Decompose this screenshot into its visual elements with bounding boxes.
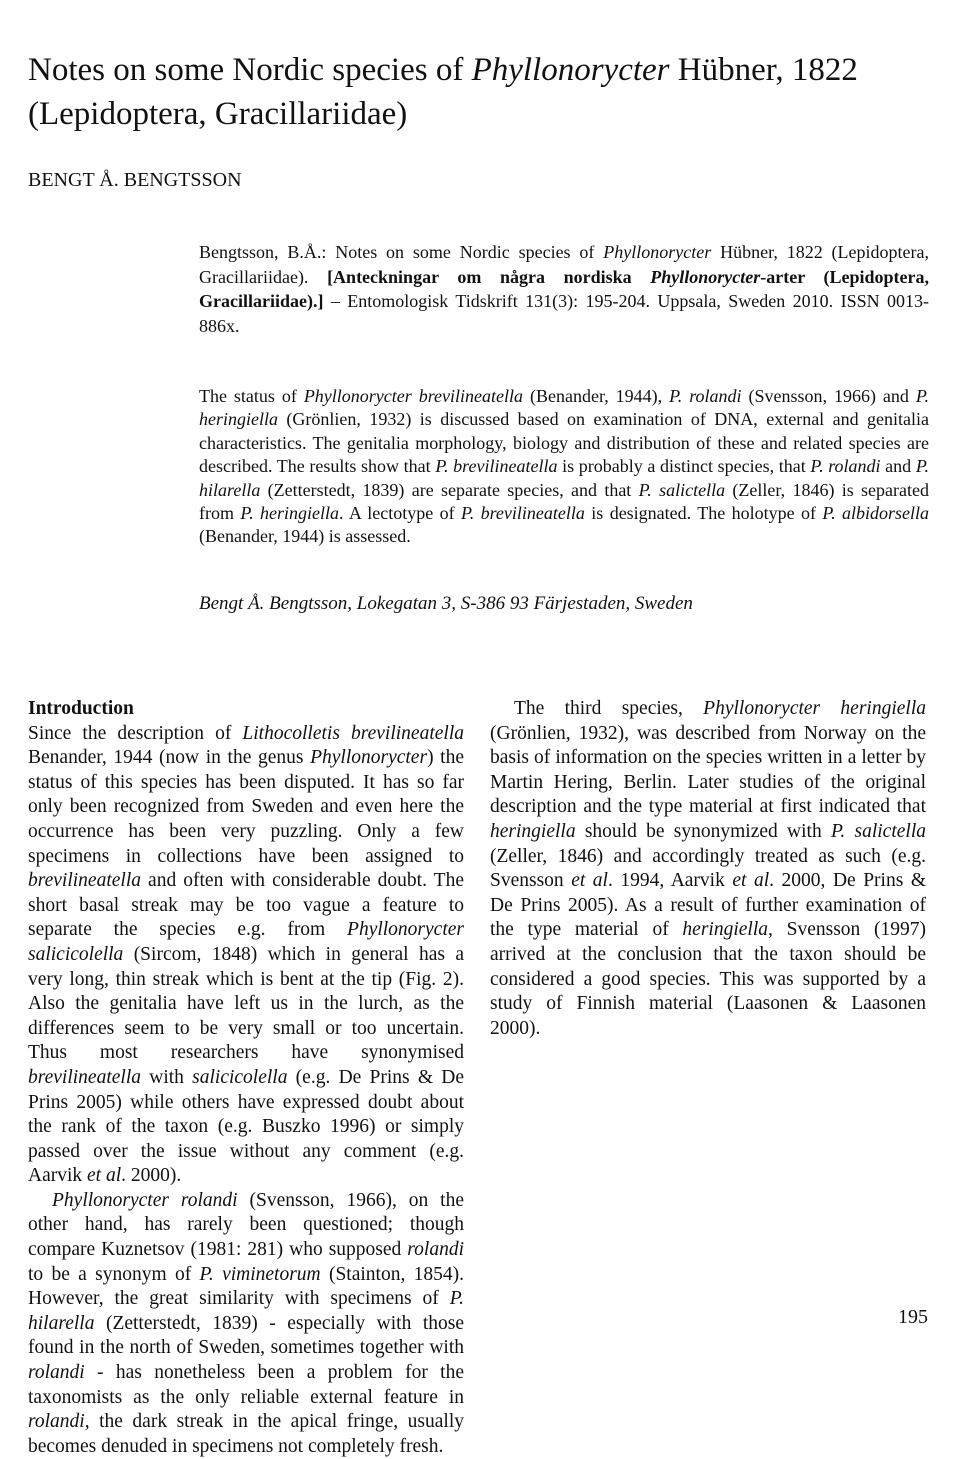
citation-swedish-title-end: -arter (Lepidoptera, Gracillariidae).] xyxy=(199,266,929,311)
paragraph-text: (Sircom, 1848) which in general has a very long, thin streak which is bent at the tip (Fig. 2). Also the genitalia have left us in the lurch, as the differences seem to be very small or too uncertain. Thus most researchers have synonymised xyxy=(28,943,464,1064)
citation-genus: Phyllonorycter xyxy=(603,242,712,262)
species-name: P. viminetorum xyxy=(199,1263,321,1285)
paragraph-1 xyxy=(28,722,464,1189)
abstract-species: P. salictella xyxy=(638,479,726,500)
species-name: Phyllonorycter xyxy=(310,747,428,769)
abstract-species: P. rolandi xyxy=(810,456,881,477)
species-name: heringiella xyxy=(490,820,576,842)
species-name: P. salictella xyxy=(830,820,926,842)
paragraph-text: , Svensson (1997) arrived at the conclusion that the taxon should be considered a good species. This was supported by a study of Finnish material (Laasonen & Laasonen 2000). xyxy=(490,919,926,1039)
paragraph-text: (Grönlien, 1932), was described from Norway on the basis of information on the species written in a letter by Martin Hering, Berlin. Later studies of the original description and the type material at first indicated that xyxy=(490,722,926,818)
paragraph-3 xyxy=(490,697,926,1041)
abstract-species: P. heringiella xyxy=(240,503,339,524)
paragraph-text: (e.g. De Prins & De Prins 2005) while others have expressed doubt about the rank of the taxon (e.g. Buszko 1996) or simply passed over the issue without any comment (e.g. Aarvik xyxy=(28,1066,464,1187)
article-title xyxy=(28,48,928,136)
paragraph-text: (Zetterstedt, 1839) - especially with those found in the north of Sweden, sometimes together with xyxy=(28,1312,464,1359)
citation-text: Bengtsson, B.Å.: Notes on some Nordic species of xyxy=(199,242,604,262)
abstract-text: (Svensson, 1966) and xyxy=(741,386,916,406)
species-name: heringiella xyxy=(682,919,768,941)
citation-text: Hübner, 1822 (Lepidoptera, Gracillariidae). xyxy=(199,242,929,287)
abstract-text: . A lectotype of xyxy=(338,503,462,524)
abstract-species: P. hilarella xyxy=(199,456,930,500)
paragraph-text: . 1994, Aarvik xyxy=(607,870,733,892)
species-name: Phyllonorycter heringiella xyxy=(703,698,926,719)
abstract-species: Phyllonorycter brevilineatella xyxy=(303,386,524,406)
citation xyxy=(199,240,929,338)
paragraph-text: (Svensson, 1966), on the other hand, has rarely been questioned; though compare Kuznetsov (1981: 281) who supposed xyxy=(28,1189,464,1261)
species-name: P. hilarella xyxy=(28,1288,464,1334)
citation-journal: – Entomologisk Tidskrift 131(3): 195-204. Uppsala, Sweden 2010. ISSN 0013-886x. xyxy=(199,291,929,336)
paragraph-text: The third species, xyxy=(514,698,704,719)
paragraph-text: . 2000). xyxy=(121,1165,182,1187)
abstract-species: P. brevilineatella xyxy=(435,456,558,477)
abstract-text: is designated. The holotype of xyxy=(584,503,823,524)
species-name: Lithocolletis brevilineatella xyxy=(242,722,464,744)
abstract xyxy=(199,385,929,549)
citation-swedish-genus: Phyllonorycter xyxy=(650,266,761,287)
species-name: Phyllonorycter rolandi xyxy=(52,1189,238,1211)
paragraph-text: (Zeller, 1846) and accordingly treated as such (e.g. Svensson xyxy=(490,845,926,892)
species-name: brevilineatella xyxy=(28,870,141,892)
paragraph-text: to be a synonym of xyxy=(28,1263,200,1285)
paragraph-text: Benander, 1944 (now in the genus xyxy=(28,747,311,769)
paragraph-text: , the dark streak in the apical fringe, usually becomes denuded in specimens not completely fresh. xyxy=(28,1411,464,1457)
body-column-right xyxy=(490,697,926,1041)
species-name: rolandi xyxy=(28,1362,85,1384)
species-name: rolandi xyxy=(28,1411,85,1433)
paragraph-text: (Stainton, 1854). However, the great similarity with specimens of xyxy=(28,1263,465,1310)
species-name: salicicolella xyxy=(192,1066,288,1088)
paragraph-2 xyxy=(28,1189,464,1459)
abstract-text: is probably a distinct species, that xyxy=(557,456,811,477)
abstract-species: P. rolandi xyxy=(669,386,742,406)
page-number: 195 xyxy=(898,1306,928,1328)
et-al: et al xyxy=(87,1165,122,1187)
paragraph-text: with xyxy=(141,1066,193,1088)
title-text-end: Hübner, 1822 (Lepidoptera, Gracillariidae) xyxy=(28,52,858,132)
species-name: brevilineatella xyxy=(28,1066,141,1088)
paragraph-text: and often with considerable doubt. The short basal streak may be too vague a feature to separate the species e.g. from xyxy=(28,870,464,941)
et-al: et al xyxy=(732,870,770,892)
paragraph-text: . 2000, De Prins & De Prins 2005). As a result of further examination of the type material of xyxy=(490,870,926,941)
title-genus: Phyllonorycter xyxy=(471,52,670,88)
section-heading: Introduction xyxy=(28,698,134,719)
abstract-species: P. albidorsella xyxy=(822,503,929,524)
et-al: et al xyxy=(571,870,608,892)
abstract-species: P. heringiella xyxy=(199,386,930,430)
abstract-text: The status of xyxy=(199,386,304,406)
abstract-text: (Benander, 1944) is assessed. xyxy=(199,526,411,547)
abstract-text: (Zetterstedt, 1839) are separate species, and that xyxy=(260,479,639,500)
abstract-text: and xyxy=(880,456,916,477)
paragraph-text: - has nonetheless been a problem for the taxonomists as the only reliable external feature in xyxy=(28,1362,464,1408)
body-column-left xyxy=(28,697,464,1459)
paragraph-text: ) the status of this species has been disputed. It has so far only been recognized from Sweden and even here the occurrence has been very puzzling. Only a few specimens in collections have been assigned to xyxy=(28,747,464,867)
abstract-text: (Zeller, 1846) is separated from xyxy=(199,479,930,524)
citation-swedish-title: [Anteckningar om några nordiska xyxy=(327,266,651,287)
species-name: rolandi xyxy=(407,1239,464,1261)
abstract-text: (Benander, 1944), xyxy=(523,386,670,406)
paragraph-text: Since the description of xyxy=(28,722,243,744)
author-name: BENGT Å. BENGTSSON xyxy=(28,169,242,191)
author-address: Bengt Å. Bengtsson, Lokegatan 3, S-386 93 Färjestaden, Sweden xyxy=(199,593,693,614)
paragraph-text: should be synonymized with xyxy=(575,820,831,842)
abstract-text: (Grönlien, 1932) is discussed based on examination of DNA, external and genitalia characteristics. The genitalia morphology, biology and distribution of these and related species are described. The results show that xyxy=(199,409,929,477)
species-name: Phyllonorycter salicicolella xyxy=(28,919,464,965)
title-text: Notes on some Nordic species of xyxy=(28,52,472,88)
abstract-species: P. brevilineatella xyxy=(461,503,585,524)
